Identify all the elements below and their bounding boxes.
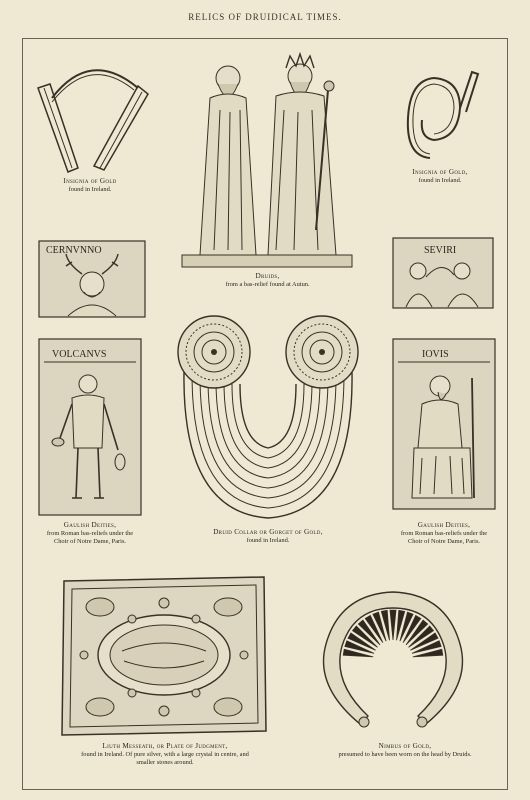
gaulish-left-title: Gaulish Deities,	[63, 521, 117, 529]
insignia-right-subtitle: found in Ireland.	[418, 177, 462, 184]
iovis-inscription: IOVIS	[422, 349, 449, 360]
cernunno-relief	[38, 240, 146, 318]
nimbus-subtitle: presumed to have been worn on the head by Druids.	[338, 751, 472, 758]
gaulish-left-subtitle-2: Choir of Notre Dame, Paris.	[53, 538, 127, 545]
seviri-relief	[392, 237, 494, 309]
nimbus-title: Nimbus of Gold,	[378, 742, 432, 750]
gaulish-right-subtitle-1: from Roman bas-reliefs under the	[400, 530, 488, 537]
druid-collar-subtitle: found in Ireland.	[246, 537, 290, 544]
page-title: RELICS OF DRUIDICAL TIMES.	[188, 12, 342, 22]
volcanus-inscription: VOLCANVS	[52, 349, 107, 360]
gaulish-right-subtitle-2: Choir of Notre Dame, Paris.	[407, 538, 481, 545]
druids-subtitle: from a bas-relief found at Autun.	[225, 281, 310, 288]
nimbus-ray	[397, 610, 405, 640]
insignia-right-caption	[385, 168, 495, 185]
iovis-relief	[392, 338, 496, 510]
gaulish-left-caption	[28, 521, 152, 546]
plate-of-judgment-figure	[60, 575, 268, 737]
druids-figure	[180, 50, 355, 270]
nimbus-caption	[305, 742, 505, 759]
gaulish-left-subtitle-1: from Roman bas-reliefs under the	[46, 530, 134, 537]
nimbus-ray	[343, 649, 373, 657]
seviri-inscription: SEVIRI	[424, 245, 457, 256]
insignia-left-figure	[30, 58, 150, 176]
druid-collar-caption	[180, 528, 356, 545]
insignia-left-caption	[30, 177, 150, 194]
nimbus-ray	[413, 649, 443, 657]
plate-of-judgment-subtitle-1: found in Ireland. Of pure silver, with a large crystal in centre, and	[81, 751, 249, 758]
plate-of-judgment-title: Liuth Messeath, or Plate of Judgment,	[102, 742, 228, 750]
plate-of-judgment-caption	[40, 742, 290, 767]
druids-title: Druids,	[255, 272, 280, 280]
cernunno-inscription: CERNVNNO	[46, 245, 102, 256]
insignia-right-title: Insignia of Gold,	[412, 168, 468, 176]
druids-caption	[180, 272, 355, 289]
nimbus-ray	[381, 610, 389, 640]
insignia-right-figure	[400, 68, 480, 163]
insignia-left-subtitle: found in Ireland.	[68, 186, 112, 193]
gaulish-right-caption	[382, 521, 506, 546]
gaulish-right-title: Gaulish Deities,	[417, 521, 471, 529]
plate-of-judgment-subtitle-2: smaller stones around.	[136, 759, 194, 766]
volcanus-relief	[38, 338, 142, 516]
insignia-left-title: Insignia of Gold	[63, 177, 117, 185]
druid-collar-title: Druid Collar or Gorget of Gold,	[213, 528, 323, 536]
nimbus-figure	[318, 582, 468, 732]
druid-collar-figure	[168, 312, 368, 522]
nimbus-ray	[390, 610, 396, 640]
